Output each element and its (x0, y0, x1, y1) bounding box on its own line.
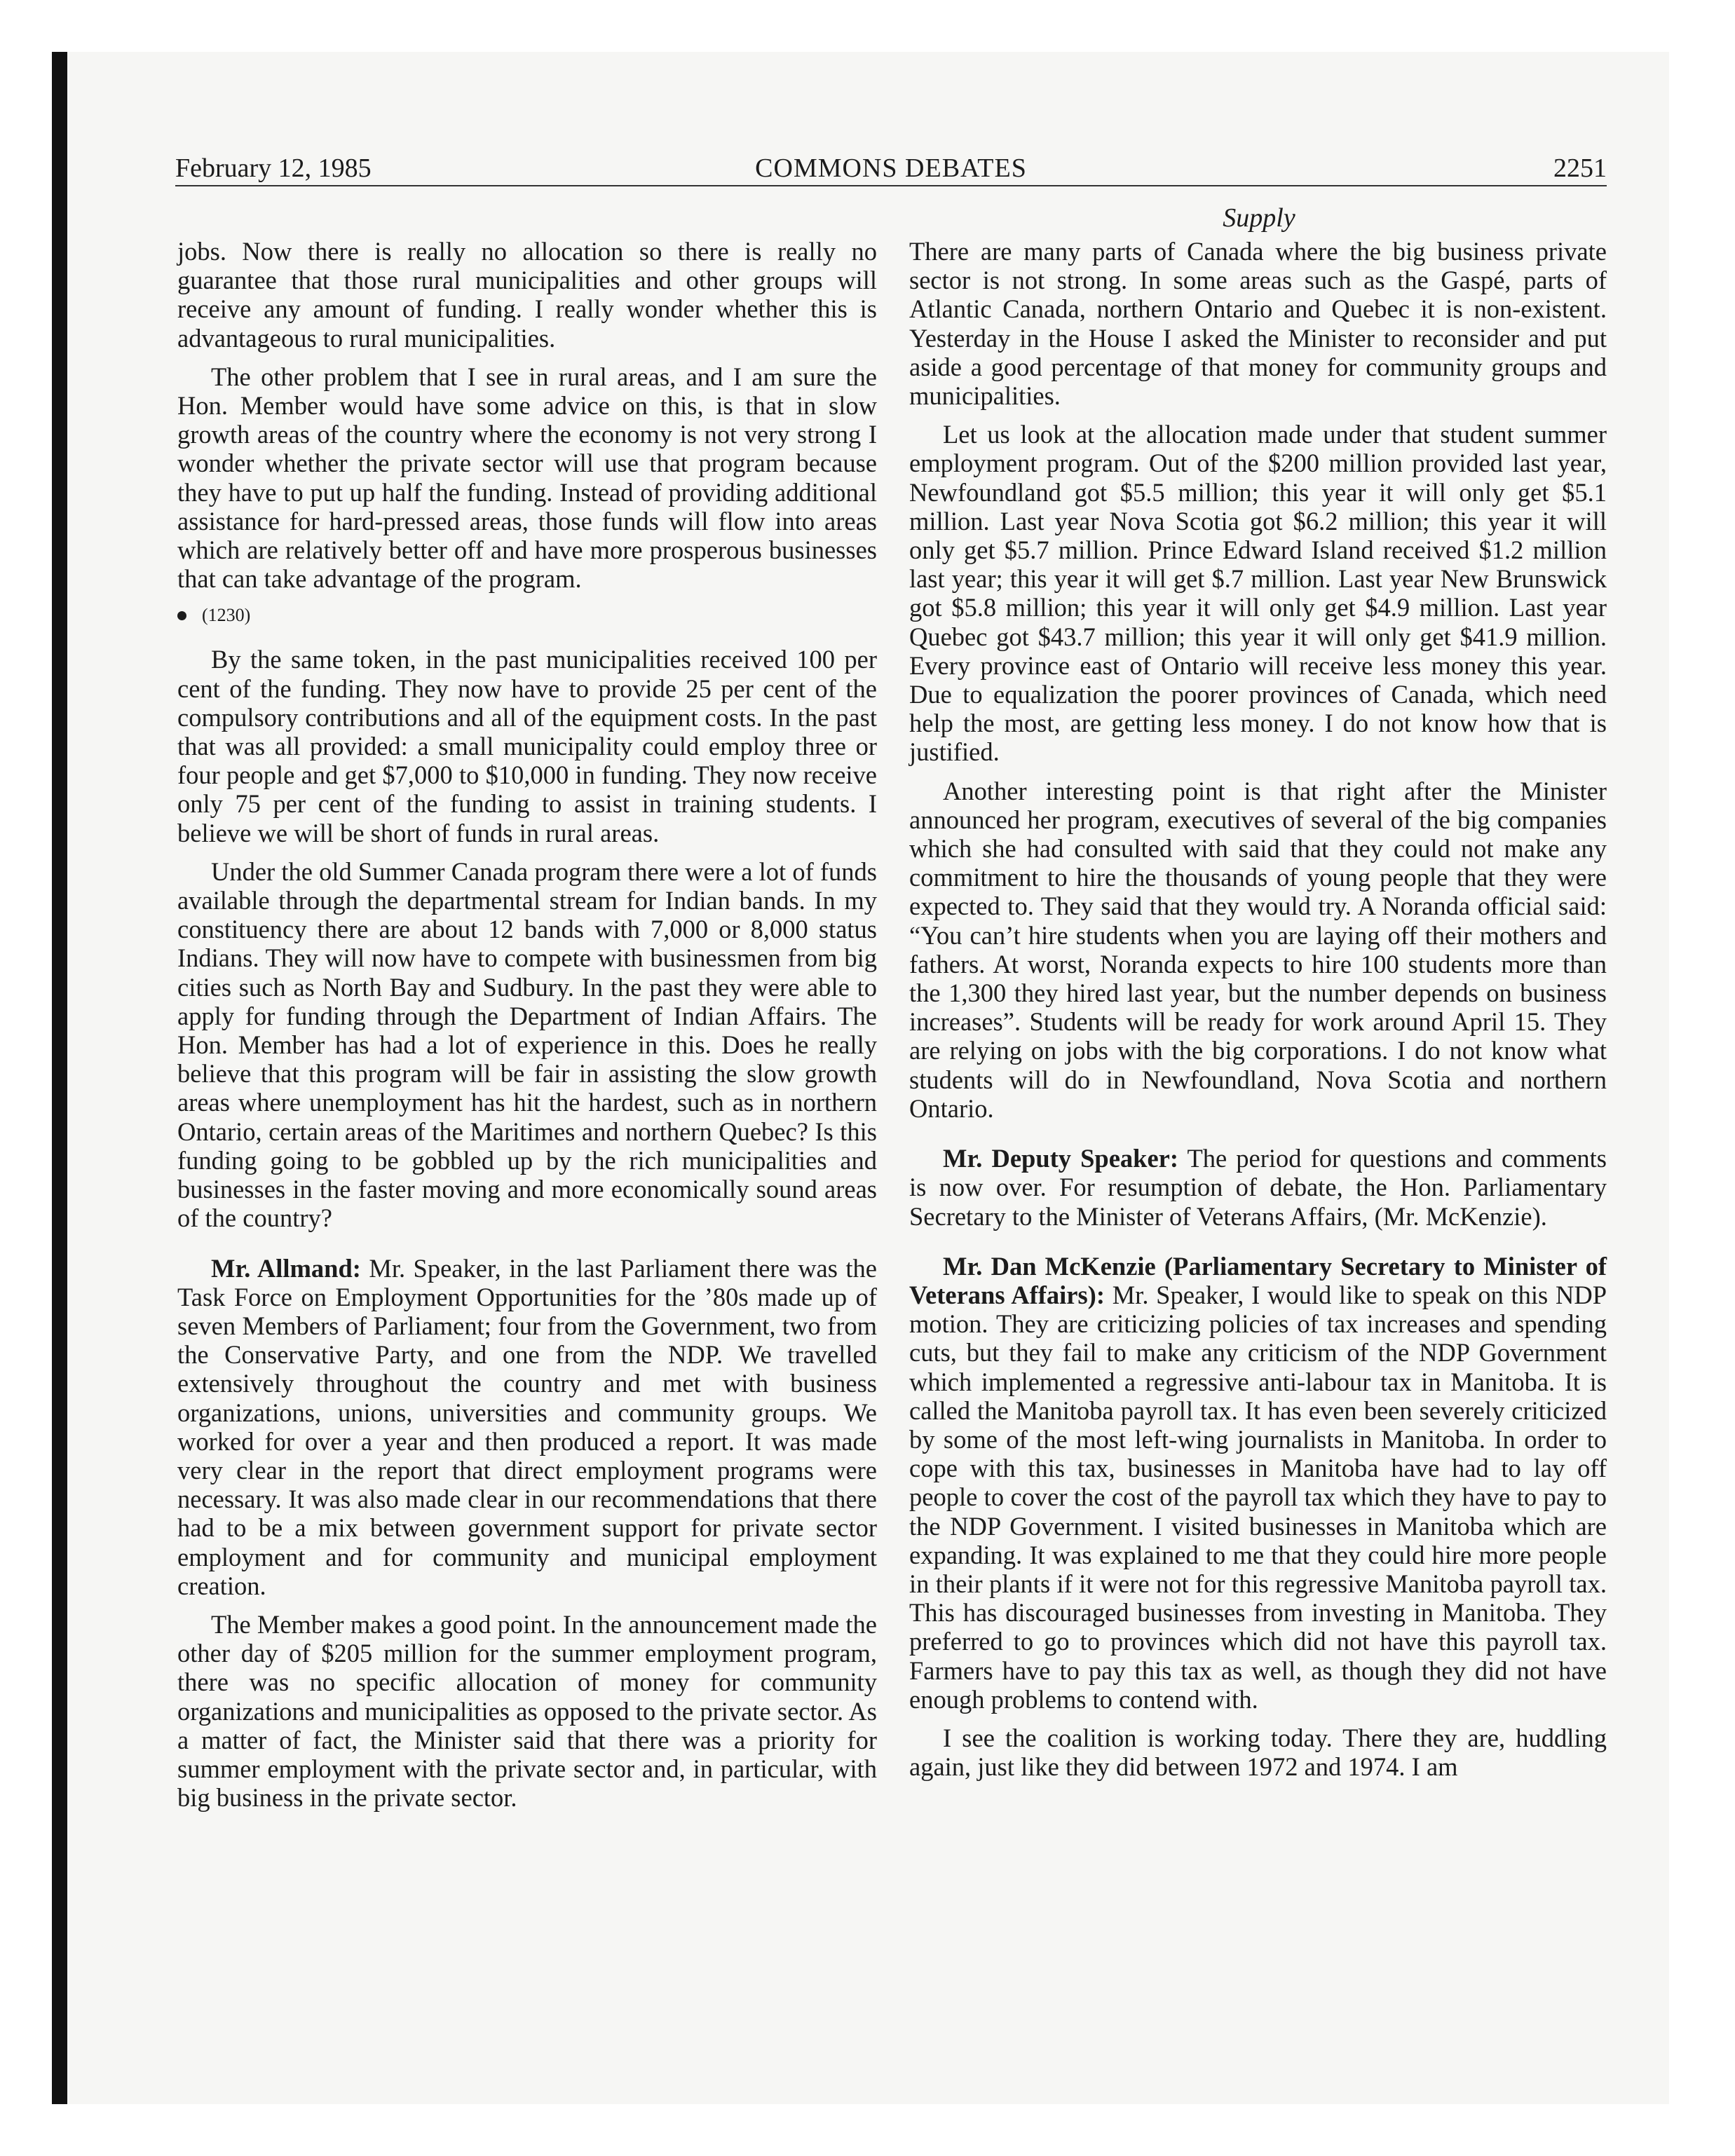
speaker-paragraph (909, 1252, 1607, 1714)
header-rule (175, 185, 1607, 186)
speech-text: The period for questions and comments is now over. For resumption of debate, the Hon. Parliamentary Secretary to the Minister of Veterans Affairs, (Mr. McKenzie). (909, 1144, 1607, 1231)
speech-text: Mr. Speaker, in the last Parliament there was the Task Force on Employment Opportunities for the ’80s made up of seven Members of Parliament; four from the Government, two from the Conservative Party, and one from the NDP. We travelled extensively throughout the country and met with business organizations, unions, universities and community groups. We worked for over a year and then produced a report. It was made very clear in the report that direct employment programs were necessary. It was also made clear in our recommendations that there had to be a mix between government support for private sector employment and for community and municipal employment creation. (177, 1253, 878, 1600)
speech-text: Mr. Speaker, I would like to speak on this NDP motion. They are criticizing policies of tax increases and spending cuts, but they fail to make any criticism of the NDP Government which implemented a regressive anti-labour tax in Manitoba. It is called the Manitoba payroll tax. It has even been severely criticized by some of the most left-wing journalists in Manitoba. In order to cope with this tax, businesses in Manitoba have had to lay off people to cover the cost of the payroll tax which they have to pay to the NDP Government. I visited businesses in Manitoba which are expanding. It was explained to me that they could hire more people in their plants if it were not for this regressive Manitoba payroll tax. This has discouraged businesses from investing in Manitoba. They preferred to go to provinces which did not have this payroll tax. Farmers have to pay this tax as well, as though they did not have enough problems to contend with. (909, 1280, 1607, 1714)
left-column (177, 237, 877, 1822)
paragraph: There are many parts of Canada where the big business private sector is not strong. In some areas such as the Gaspé, parts of Atlantic Canada, northern Ontario and Quebec it is non-existent. Yesterday in the House I asked the Minister to reconsider and put aside a good percentage of that money for community groups and municipalities. (909, 237, 1607, 411)
paragraph: Let us look at the allocation made under that student summer employment program. Out of the $200 million provided last year, Newfoundland got $5.5 million; this year it will only get $5.1 million. Last year Nova Scotia got $6.2 million; this year it will only get $5.7 million. Prince Edward Island received $1.2 million last year; this year it will get $.7 million. Last year New Brunswick got $5.8 million; this year it will only get $4.9 million. Last year Quebec got $43.7 million; this year it will only get $41.9 million. Every province east of Ontario will receive less money this year. Due to equalization the poorer provinces of Canada, which need help the most, are getting less money. I do not know how that is justified. (909, 420, 1607, 767)
section-label: Supply (1223, 203, 1295, 233)
time-marker (177, 603, 877, 628)
bullet-icon (177, 611, 186, 620)
speaker-name: Mr. Deputy Speaker: (943, 1144, 1179, 1173)
paragraph: jobs. Now there is really no allocation so there is really no guarantee that those rural municipalities and other groups will receive any amount of funding. I really wonder whether this is advantageous to rural municipalities. (177, 237, 877, 353)
scan-edge-bar (52, 52, 67, 2104)
header-publication: COMMONS DEBATES (755, 153, 1027, 183)
paragraph: The other problem that I see in rural areas, and I am sure the Hon. Member would have some advice on this, is that in slow growth areas of the country where the economy is not very strong I wonder whether the private sector will use that program because they have to put up half the funding. Instead of providing additional assistance for hard-pressed areas, those funds will flow into areas which are relatively better off and have more prosperous businesses that can take advantage of the program. (177, 362, 877, 594)
paragraph: Another interesting point is that right after the Minister announced her program, executives of several of the big companies which she had consulted with said that they could not make any commitment to hire the thousands of young people that they were expected to. They said that they would try. A Noranda official said: “You can’t hire students when you are laying off their mothers and fathers. At worst, Noranda expects to hire 100 students more than the 1,300 they hired last year, but the number depends on business increases”. Students will be ready for work around April 15. They are relying on jobs with the big corporations. I do not know what students will do in Newfoundland, Nova Scotia and northern Ontario. (909, 776, 1607, 1123)
speaker-name: Mr. Allmand: (211, 1253, 361, 1283)
time-marker-text: (1230) (202, 605, 251, 626)
paragraph: The Member makes a good point. In the announcement made the other day of $205 million for the summer employment program, there was no specific allocation of money for community organizations and municipalities as opposed to the private sector. As a matter of fact, the Minister said that there was a priority for summer employment with the private sector and, in particular, with big business in the private sector. (177, 1609, 877, 1813)
paragraph: By the same token, in the past municipalities received 100 per cent of the funding. They now have to provide 25 per cent of the compulsory contributions and all of the equipment costs. In the past that was all provided: a small municipality could employ three or four people and get $7,000 to $10,000 in funding. They now receive only 75 per cent of the funding to assist in training students. I believe we will be short of funds in rural areas. (177, 645, 877, 847)
running-header (175, 150, 1607, 186)
speaker-paragraph (177, 1254, 877, 1600)
header-date: February 12, 1985 (175, 153, 372, 183)
paragraph: Under the old Summer Canada program there were a lot of funds available through the departmental stream for Indian bands. In my constituency there are about 12 bands with 7,000 or 8,000 status Indians. They will now have to compete with businessmen from big cities such as North Bay and Sudbury. In the past they were able to apply for funding through the Department of Indian Affairs. The Hon. Member has had a lot of experience in this. Does he really believe that this program will be fair in assisting the slow growth areas where unemployment has hit the hardest, such as in northern Ontario, certain areas of the Maritimes and northern Quebec? Is this funding going to be gobbled up by the rich municipalities and businesses in the faster moving and more economically sound areas of the country? (177, 857, 877, 1233)
paragraph: I see the coalition is working today. There they are, huddling again, just like they did between 1972 and 1974. I am (909, 1723, 1607, 1782)
header-page-number: 2251 (1553, 153, 1607, 183)
speaker-paragraph (909, 1144, 1607, 1231)
right-column (909, 237, 1607, 1791)
speaker-name: Mr. Dan McKenzie (Parliamentary Secretary to Minister of Veterans Affairs): (909, 1251, 1607, 1309)
